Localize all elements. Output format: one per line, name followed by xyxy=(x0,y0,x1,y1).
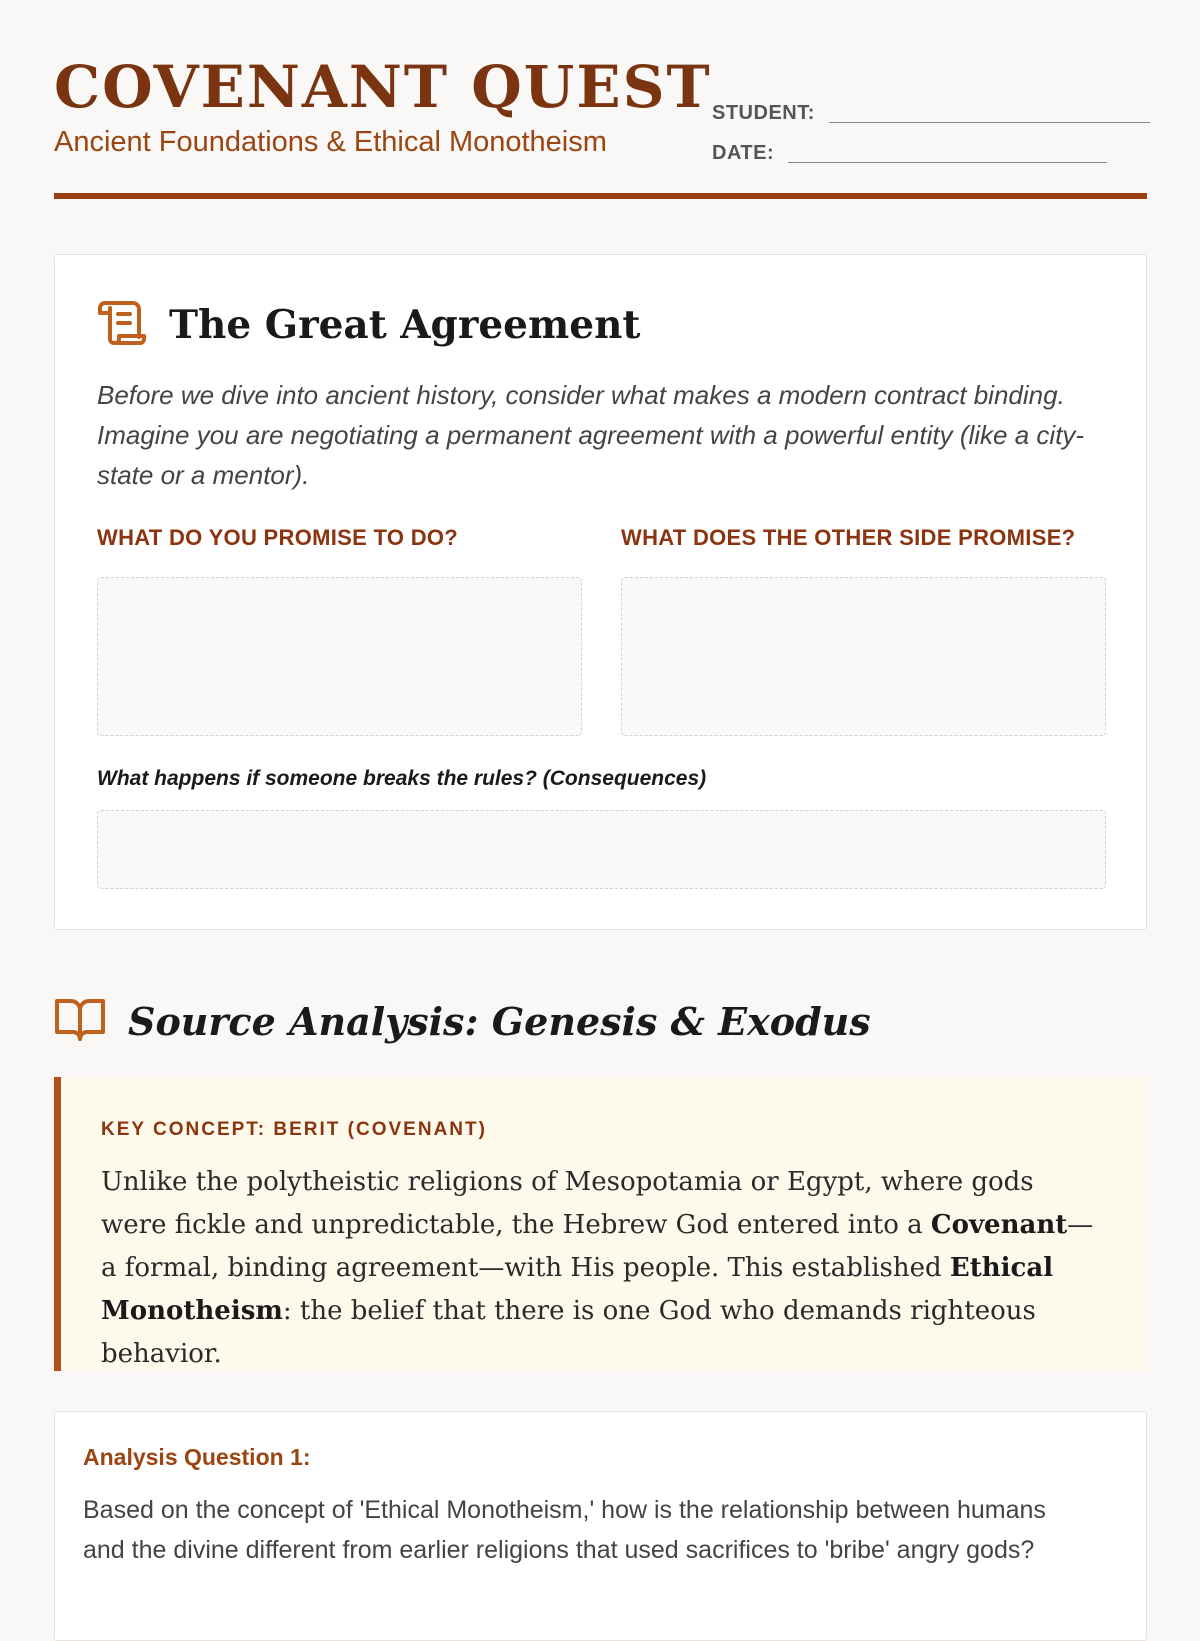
intro-text: Before we dive into ancient history, consider what makes a modern contract binding. Imagine you are negotiating a permanent agreement with a powerful entity (like a city-state or a mentor). xyxy=(97,380,1085,490)
analysis-question-text: Based on the concept of 'Ethical Monotheism,' how is the relationship between humans and the divine different from earlier religions that used sacrifices to 'bribe' angry gods? xyxy=(83,1496,1046,1564)
concept-term-covenant: Covenant xyxy=(930,1210,1068,1240)
section-heading-source: Source Analysis: Genesis & Exodus xyxy=(128,998,871,1044)
question-you-promise: WHAT DO YOU PROMISE TO DO? xyxy=(97,525,459,550)
student-field xyxy=(712,98,1150,123)
great-agreement-card xyxy=(54,254,1147,930)
answer-box-you-promise[interactable] xyxy=(97,577,582,736)
section-heading-agreement: The Great Agreement xyxy=(169,302,641,348)
student-label: STUDENT: xyxy=(712,102,815,124)
analysis-question-label: Analysis Question 1: xyxy=(83,1444,311,1470)
key-concept-text xyxy=(101,1161,1101,1376)
source-analysis-heading xyxy=(54,996,871,1047)
answer-box-other-promise[interactable] xyxy=(621,577,1106,736)
header xyxy=(54,0,1147,200)
concept-text-part: : the belief that there is one God who demands righteous behavior. xyxy=(101,1296,1036,1369)
page-title: COVENANT QUEST xyxy=(54,53,712,121)
date-field xyxy=(712,138,1107,163)
question-consequences: What happens if someone breaks the rules? (Consequences) xyxy=(97,767,707,790)
key-concept-label: KEY CONCEPT: BERIT (COVENANT) xyxy=(101,1119,487,1140)
worksheet-page xyxy=(54,0,1147,1564)
analysis-question-card xyxy=(54,1411,1147,1641)
answer-box-consequences[interactable] xyxy=(97,810,1106,889)
concept-term-ethical-monotheism: Ethical Monotheism xyxy=(101,1253,1054,1326)
card-heading xyxy=(97,299,640,352)
concept-text-part: —a formal, binding agreement—with His people. This established xyxy=(101,1210,1094,1283)
scroll-icon xyxy=(97,299,147,352)
page-subtitle: Ancient Foundations & Ethical Monotheism xyxy=(54,126,607,158)
open-book-icon xyxy=(54,996,106,1047)
concept-text-part: Unlike the polytheistic religions of Mesopotamia or Egypt, where gods were fickle and unpredictable, the Hebrew God entered into a xyxy=(101,1167,1034,1240)
date-label: DATE: xyxy=(712,142,775,164)
date-input-line[interactable] xyxy=(788,138,1107,163)
student-input-line[interactable] xyxy=(829,98,1150,123)
header-divider xyxy=(54,193,1147,199)
key-concept-callout xyxy=(54,1077,1147,1371)
question-other-promise: WHAT DOES THE OTHER SIDE PROMISE? xyxy=(621,525,1076,550)
